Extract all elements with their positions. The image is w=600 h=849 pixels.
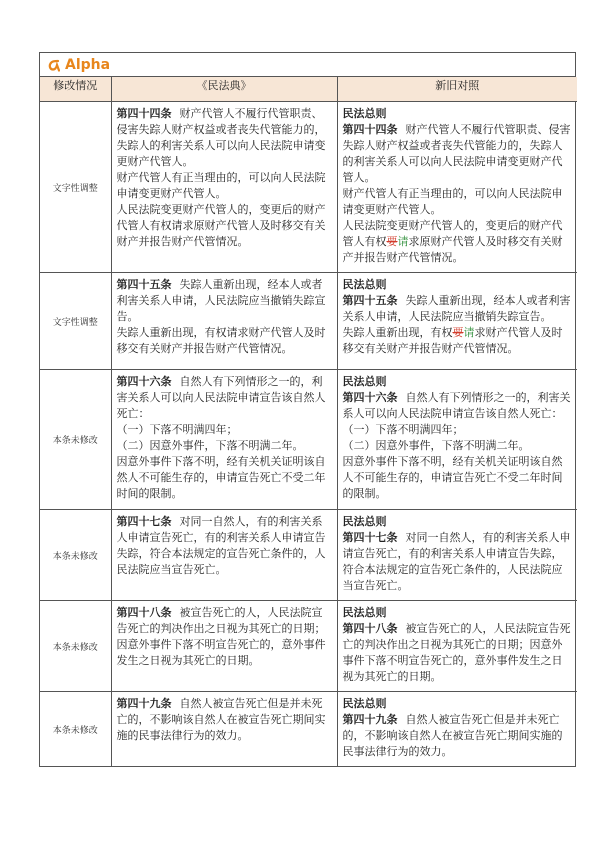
article-lead: 被宣告死亡的人，人民法院宣告死亡的判决作出之日视为其死亡的日期；因意外事件下落不明宣告死亡的，意外事件发生之日视为其死亡的日期。 [116,606,326,667]
article-number: 第四十七条 [342,531,398,544]
article-lead: 自然人被宣告死亡但是并未死亡的，不影响该自然人在被宣告死亡期间实施的民事法律行为的效力。 [342,713,563,758]
header-compare: 新旧对照 [337,77,577,102]
code-text [111,370,337,510]
text-run: 失踪人重新出现，有权 [342,326,453,339]
change-type: 本条未修改 [40,601,111,692]
change-type: 文字性调整 [40,102,111,273]
article-paragraph: 财产代管人有正当理由的，可以向人民法院申请变更财产代管人。 [116,171,326,200]
brand-bar [40,53,575,77]
article-paragraph: 财产代管人有正当理由的，可以向人民法院申请变更财产代管人。 [342,187,563,216]
article-paragraph: （二）因意外事件，下落不明满二年。 [342,439,530,452]
article-lead: 自然人有下列情形之一的，利害关系人可以向人民法院申请宣告该自然人死亡： [116,375,326,420]
compare-text [337,370,577,510]
text-run: 求财产代管人及时移交有关财产并报告财产代管情况。 [342,326,563,355]
text-run: 人民法院变更财产代管人的，变更后的财产代管人有权 [342,219,563,248]
change-type: 本条未修改 [40,692,111,767]
compare-text [337,692,577,767]
compare-text [337,102,577,273]
article-lead: 自然人被宣告死亡但是并未死亡的，不影响该自然人在被宣告死亡期间实施的民事法律行为的效力。 [116,697,326,742]
change-type: 本条未修改 [40,370,111,510]
compare-text [337,273,577,370]
article-number: 第四十七条 [116,515,172,528]
article-number: 第四十五条 [116,278,172,291]
inserted-text: 请 [397,235,409,248]
text-run: 求原财产代管人及时移交有关财产并报告财产代管情况。 [342,235,563,264]
code-text [111,601,337,692]
table-row [40,273,577,370]
table-header-row [40,77,577,102]
part-title: 民法总则 [342,606,387,619]
code-text [111,102,337,273]
deleted-text: 要 [386,235,398,248]
header-code: 《民法典》 [111,77,337,102]
article-number: 第四十八条 [342,622,398,635]
article-paragraph [343,218,573,266]
code-text [111,510,337,601]
compare-text [337,601,577,692]
article-paragraph: （二）因意外事件，下落不明满二年。 [116,439,304,452]
article-lead: 财产代管人不履行代管职责、侵害失踪人财产权益或者丧失代管能力的，失踪人的利害关系人可以向人民法院申请变更财产代管人。 [116,107,326,168]
code-text [111,273,337,370]
article-lead: 财产代管人不履行代管职责、侵害失踪人财产权益或者丧失代管能力的，失踪人的利害关系人可以向人民法院申请变更财产代管人。 [342,123,571,184]
article-number: 第四十八条 [116,606,172,619]
article-number: 第四十四条 [116,107,172,120]
part-title: 民法总则 [342,697,387,710]
article-number: 第四十六条 [116,375,172,388]
article-paragraph: 因意外事件下落不明，经有关机关证明该自然人不可能生存的，申请宣告死亡不受二年时间的限制。 [342,455,563,500]
compare-text [337,510,577,601]
article-paragraph: 因意外事件下落不明，经有关机关证明该自然人不可能生存的，申请宣告死亡不受二年时间的限制。 [116,455,326,500]
deleted-text: 要 [452,326,464,339]
article-paragraph: （一）下落不明满四年； [116,423,238,436]
change-type: 文字性调整 [40,273,111,370]
brand-name: Alpha [65,56,111,73]
article-number: 第四十九条 [342,713,398,726]
article-lead: 自然人有下列情形之一的，利害关系人可以向人民法院申请宣告该自然人死亡： [342,391,571,420]
article-paragraph: 人民法院变更财产代管人的，变更后的财产代管人有权请求原财产代管人及时移交有关财产并报告财产代管情况。 [116,203,326,248]
article-lead: 失踪人重新出现，经本人或者利害关系人申请，人民法院应当撤销失踪宣告。 [116,278,326,323]
article-paragraph: （一）下落不明满四年； [342,423,464,436]
article-lead: 被宣告死亡的人，人民法院宣告死亡的判决作出之日视为其死亡的日期；因意外事件下落不明宣告死亡的，意外事件发生之日视为其死亡的日期。 [342,622,571,683]
article-number: 第四十四条 [342,123,398,136]
table-row [40,370,577,510]
alpha-logo-icon [46,58,60,72]
article-lead: 对同一自然人，有的利害关系人申请宣告死亡，有的利害关系人申请宣告失踪，符合本法规定的宣告死亡条件的，人民法院应当宣告死亡。 [116,515,326,576]
part-title: 民法总则 [342,278,387,291]
header-change: 修改情况 [40,77,111,102]
change-type: 本条未修改 [40,510,111,601]
part-title: 民法总则 [342,375,387,388]
article-paragraph: 失踪人重新出现，有权请求财产代管人及时移交有关财产并报告财产代管情况。 [116,326,326,355]
table-row [40,601,577,692]
part-title: 民法总则 [342,515,387,528]
inserted-text: 请 [463,326,475,339]
part-title: 民法总则 [342,107,387,120]
article-number: 第四十九条 [116,697,172,710]
article-paragraph [343,325,573,357]
article-number: 第四十五条 [342,294,398,307]
article-number: 第四十六条 [342,391,398,404]
code-text [111,692,337,767]
comparison-table [40,77,577,766]
table-row [40,102,577,273]
article-lead: 对同一自然人，有的利害关系人申请宣告死亡，有的利害关系人申请宣告失踪，符合本法规定的宣告死亡条件的，人民法院应当宣告死亡。 [342,531,571,592]
table-row [40,692,577,767]
comparison-sheet [39,52,576,767]
table-row [40,510,577,601]
article-lead: 失踪人重新出现，经本人或者利害关系人申请，人民法院应当撤销失踪宣告。 [342,294,571,323]
